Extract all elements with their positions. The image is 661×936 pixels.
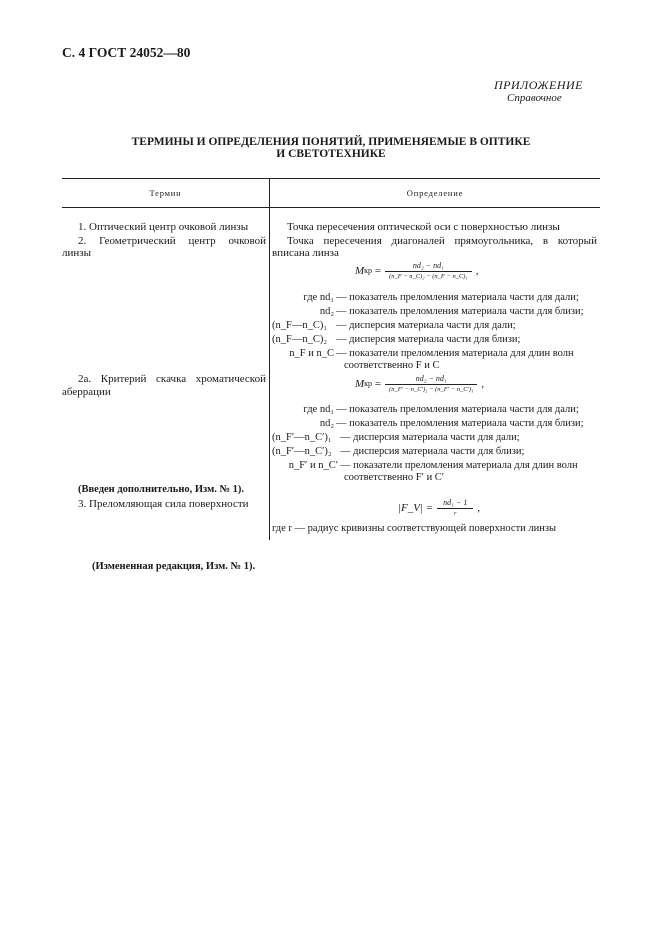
legend-text-cont: соответственно F и C bbox=[344, 360, 440, 371]
table-row-definition-cont: вписана линза bbox=[272, 247, 339, 259]
legend-text: — дисперсия материала части для дали; bbox=[336, 320, 516, 331]
legend-symbol: где nd₁ bbox=[303, 404, 334, 415]
legend-symbol: (n_F—n_C)₂ bbox=[272, 334, 327, 345]
column-header-definition: Определение bbox=[406, 188, 464, 198]
legend-text: — дисперсия материала части для близи; bbox=[336, 334, 521, 345]
table-row-definition: Точка пересечения оптической оси с поверхностью линзы bbox=[287, 221, 560, 233]
document-title-line2: И СВЕТОТЕХНИКЕ bbox=[276, 148, 386, 160]
formula-fv: |F_V| = $\frac{\text{nd₁ − 1}}{r}$ , bbox=[398, 498, 481, 517]
table-row-term-cont: аберрации bbox=[62, 386, 111, 398]
legend-symbol: nd₂ bbox=[319, 418, 334, 429]
legend-symbol: (n_F′—n_C′)₁ bbox=[272, 432, 332, 443]
legend-text: — показатель преломления материала части для дали; bbox=[336, 404, 579, 415]
column-header-term: Термин bbox=[149, 188, 182, 198]
legend-symbol: где nd₁ bbox=[303, 292, 334, 303]
formula-mkr-2a: M кр = $\frac{\text{nd₂ − nd₁}}{\text{(n\_F′ − n\_C′)₂ − (n\_F′ − n\_C′)₁}}$ , bbox=[355, 374, 485, 393]
legend-text: — показатели преломления материала для длин волн bbox=[336, 348, 574, 359]
table-row-term: 2а. Критерий скачка хроматической bbox=[78, 373, 266, 385]
table-row-term: 2. Геометрический центр очковой bbox=[78, 235, 266, 247]
formula-fraction: $\frac{\text{nd₂ − nd₁}}{\text{(n\_F − n\_C)₂ − (n\_F − n\_C)₁}}$ bbox=[385, 261, 472, 280]
legend-text: — дисперсия материала части для дали; bbox=[340, 432, 520, 443]
formula-fraction: $\frac{\text{nd₁ − 1}}{r}$ bbox=[437, 498, 473, 517]
amendment-note: (Введен дополнительно, Изм. № 1). bbox=[78, 484, 245, 495]
legend-symbol: (n_F—n_C)₁ bbox=[272, 320, 327, 331]
table-row-term: 3. Преломляющая сила поверхности bbox=[78, 498, 249, 510]
table-header-rule bbox=[62, 207, 600, 208]
formula-fraction: $\frac{\text{nd₂ − nd₁}}{\text{(n\_F′ − n\_C′)₂ − (n\_F′ − n\_C′)₁}}$ bbox=[385, 374, 477, 393]
table-row-term-cont: линзы bbox=[62, 247, 91, 259]
table-row-term: 1. Оптический центр очковой линзы bbox=[78, 221, 249, 233]
table-top-rule bbox=[62, 178, 600, 179]
legend-text: — показатели преломления материала для длин волн bbox=[340, 460, 578, 471]
page-header: С. 4 ГОСТ 24052—80 bbox=[62, 45, 191, 60]
legend-text: — показатель преломления материала части для дали; bbox=[336, 292, 579, 303]
appendix-label: ПРИЛОЖЕНИЕ bbox=[494, 78, 583, 92]
legend-symbol: (n_F′—n_C′)₂ bbox=[272, 446, 332, 457]
formula-mkr: M кр = $\frac{\text{nd₂ − nd₁}}{\text{(n\_F − n\_C)₂ − (n\_F − n\_C)₁}}$ , bbox=[355, 261, 479, 280]
document-title-line1: ТЕРМИНЫ И ОПРЕДЕЛЕНИЯ ПОНЯТИЙ, ПРИМЕНЯЕМЫЕ В ОПТИКЕ bbox=[131, 136, 531, 148]
legend-symbol: n_F и n_C bbox=[289, 348, 334, 359]
table-column-divider bbox=[269, 178, 270, 540]
appendix-kind: Справочное bbox=[507, 92, 562, 104]
table-row-definition: Точка пересечения диагоналей прямоугольника, в который bbox=[287, 235, 597, 247]
legend-text: — показатель преломления материала части для близи; bbox=[336, 306, 584, 317]
legend-text: — показатель преломления материала части для близи; bbox=[336, 418, 584, 429]
legend-text: — дисперсия материала части для близи; bbox=[340, 446, 525, 457]
table-row-definition: где r — радиус кривизны соответствующей поверхности линзы bbox=[272, 523, 557, 534]
footer-note: (Измененная редакция, Изм. № 1). bbox=[92, 561, 256, 572]
legend-symbol: n_F′ и n_C′ bbox=[288, 460, 338, 471]
legend-symbol: nd₂ bbox=[319, 306, 334, 317]
legend-text-cont: соответственно F′ и C′ bbox=[344, 472, 445, 483]
